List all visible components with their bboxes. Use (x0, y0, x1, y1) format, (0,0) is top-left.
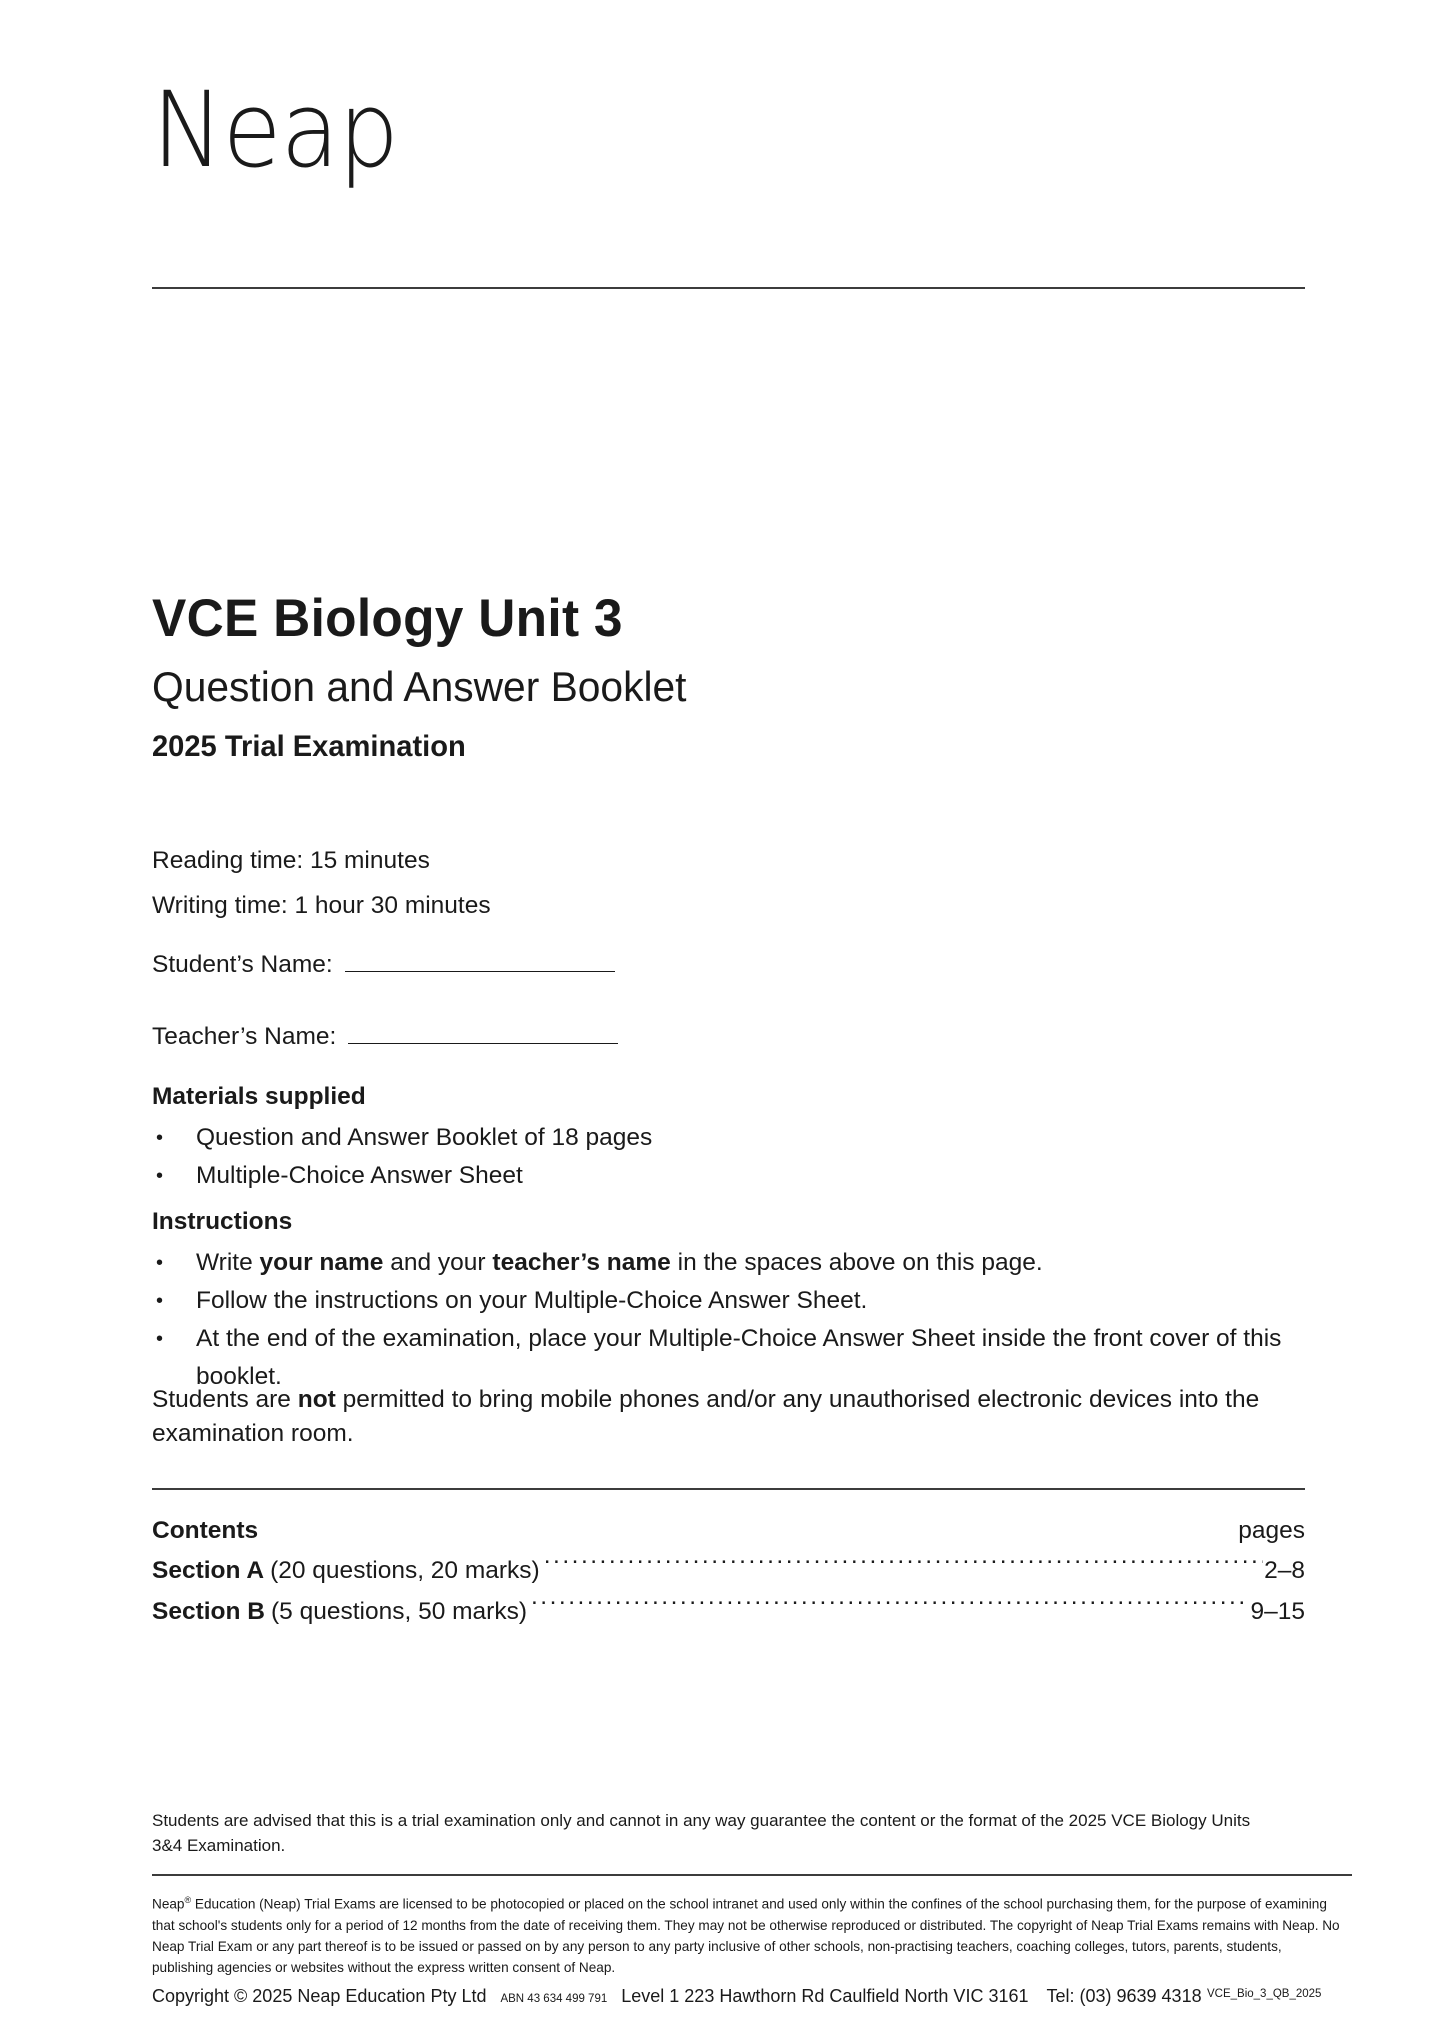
student-name-row (152, 948, 1052, 982)
note-part-c: permitted to bring mobile phones and/or any unauthorised electronic devices into the examination room. (152, 1386, 1260, 1447)
address-text: Level 1 223 Hawthorn Rd Caulfield North VIC 3161 (621, 1986, 1029, 2006)
dot-leader (544, 1554, 1263, 1578)
list-item: • Follow the instructions on your Multiple-Choice Answer Sheet. (152, 1282, 1312, 1320)
dot-leader (531, 1595, 1249, 1619)
footer-divider (152, 1874, 1352, 1876)
list-item: • At the end of the examination, place your Multiple-Choice Answer Sheet inside the front cover of this booklet. (152, 1320, 1312, 1396)
instructions-list (152, 1244, 1312, 1396)
note-emphasis: not (297, 1386, 336, 1413)
brand-logo (152, 69, 1302, 191)
page-subtitle: Question and Answer Booklet (152, 663, 687, 710)
legal-fine-print (152, 1890, 1342, 1978)
brand-logo-text: Neap (152, 69, 399, 191)
instruction-1-part-e: in the spaces above on this page. (670, 1249, 1043, 1276)
list-item: • Multiple-Choice Answer Sheet (152, 1157, 1312, 1195)
instruction-1-emphasis-teacher: teacher’s name (492, 1249, 671, 1276)
materials-list (152, 1119, 1312, 1195)
teacher-name-input[interactable] (348, 1027, 618, 1044)
toc-section-label: Section A (152, 1557, 265, 1584)
instruction-1-part-a: Write (196, 1249, 260, 1276)
writing-time: Writing time: 1 hour 30 minutes (152, 892, 491, 919)
contents-divider (152, 1488, 1305, 1490)
header-divider (152, 287, 1305, 289)
contents-heading: Contents (152, 1517, 259, 1544)
page-title: VCE Biology Unit 3 (152, 589, 623, 648)
copyright-text: Copyright © 2025 Neap Education Pty Ltd (152, 1986, 487, 2006)
materials-section (152, 1080, 1312, 1195)
toc-section-pages: 2–8 (1264, 1557, 1305, 1584)
legal-lead-word: Neap (152, 1896, 185, 1912)
contents-section (152, 1512, 1305, 1632)
note-part-a: Students are (152, 1386, 298, 1413)
instructions-section (152, 1205, 1312, 1396)
document-code: VCE_Bio_3_QB_2025 (1207, 1988, 1322, 2000)
student-name-input[interactable] (345, 955, 615, 972)
abn-text: ABN 43 634 499 791 (500, 1993, 608, 2005)
toc-section-pages: 9–15 (1250, 1598, 1305, 1625)
toc-section-desc: (5 questions, 50 marks) (271, 1598, 527, 1625)
instruction-1-emphasis-name: your name (259, 1249, 384, 1276)
registered-trademark-icon: ® (184, 1895, 192, 1905)
copyright-row (152, 1984, 1352, 2011)
advisory-note: Students are advised that this is a trial examination only and cannot in any way guarantee the content or the format of the 2025 VCE Biology Units 3&4 Examination. (152, 1811, 1251, 1855)
exam-label: 2025 Trial Examination (152, 730, 466, 763)
table-row (152, 1591, 1305, 1632)
toc-section-desc: (20 questions, 20 marks) (270, 1557, 540, 1584)
legal-body-text: Education (Neap) Trial Exams are licensed to be photocopied or placed on the school intranet and used only within the confines of the school purchasing them, for the purpose of examining that school's students only for a period of 12 months from the date of receiving them. They may not be otherwise reproduced or distributed. The copyright of Neap Trial Exams remains with Neap. No Neap Trial Exam or any part thereof is to be issued or passed on by any person to any party inclusive of other schools, non-practising teachers, coaching colleges, tutors, parents, students, publishing agencies or websites without the express written consent of Neap. (152, 1896, 1340, 1975)
contents-header-row (152, 1512, 1305, 1550)
teacher-name-row (152, 1020, 1052, 1054)
toc-section-label: Section B (152, 1598, 265, 1625)
list-item (152, 1244, 1312, 1282)
teacher-name-label: Teacher’s Name: (152, 1023, 337, 1050)
materials-heading: Materials supplied (152, 1083, 366, 1110)
student-name-label: Student’s Name: (152, 951, 333, 978)
table-row (152, 1550, 1305, 1591)
title-block (152, 588, 1312, 766)
reading-time: Reading time: 15 minutes (152, 847, 430, 874)
list-item: • Question and Answer Booklet of 18 pages (152, 1119, 1312, 1157)
contents-pages-header: pages (1238, 1517, 1305, 1544)
exam-times (152, 838, 1052, 928)
mobile-phone-note (152, 1383, 1307, 1451)
telephone-text: Tel: (03) 9639 4318 (1046, 1986, 1202, 2006)
instruction-1-part-c: and your (383, 1249, 493, 1276)
instructions-heading: Instructions (152, 1208, 293, 1235)
name-fields (152, 948, 1052, 1092)
